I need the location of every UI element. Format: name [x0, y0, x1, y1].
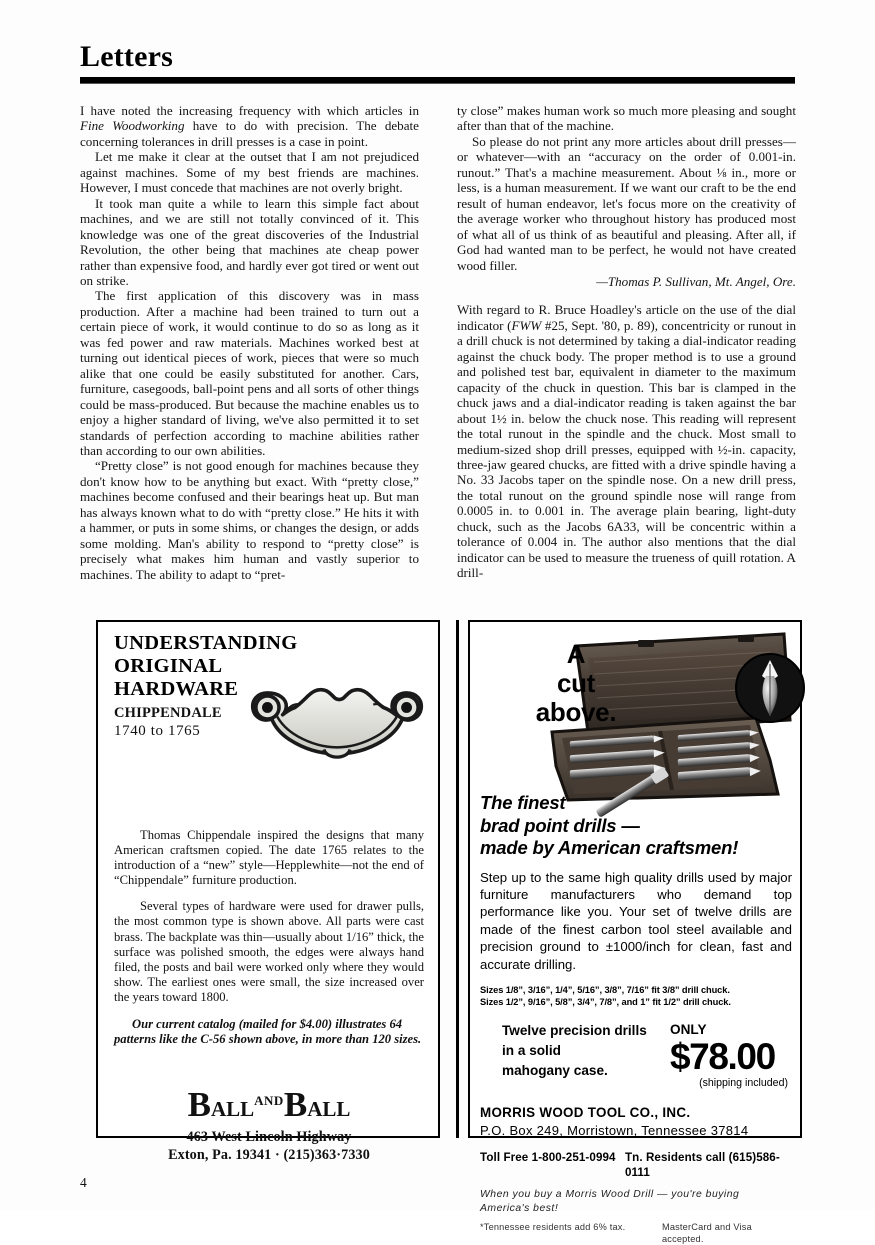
article-column-left [80, 103, 419, 582]
ad-style-years: 1740 to 1765 [114, 722, 201, 739]
ad-headline-line-1: The finest [480, 792, 566, 813]
ad-offer-line-3: mahogany case. [502, 1062, 608, 1078]
ad-headline-line-2: ORIGINAL [114, 655, 223, 677]
paragraph-text: It took man quite a while to learn this simple fact about machines, and we are still not totally convinced of it. This knowledge was one of the great discoveries of the Industrial Revolution, the other being that machines ate cheap power rather than expensive food, and hardly ever got tired or went out on strike. [80, 195, 419, 288]
ad-price-block [670, 1021, 792, 1090]
ad-phone-row [480, 1150, 792, 1180]
ad-headline [480, 792, 792, 860]
masthead-divider [80, 77, 795, 83]
ad-frame [468, 620, 802, 1244]
paragraph-text: ty close” makes human work so much more pleasing and sought after than that of the machine. [457, 103, 796, 134]
ad-local-phone[interactable]: Tn. Residents call (615)586-0111 [624, 1150, 780, 1179]
article-column-right [457, 103, 796, 582]
paragraph-spacer [457, 289, 796, 302]
ad-slogan-line-2: cut [556, 668, 596, 698]
ad-sizes-line-2: Sizes 1/2”, 9/16”, 5/8”, 3/4”, 7/8”, and 1” fit 1/2” drill chuck. [480, 997, 731, 1008]
page-number: 4 [80, 1175, 87, 1190]
ad-headline-line-3: made by American craftsmen! [480, 837, 739, 858]
ad-sizes-list [480, 984, 792, 1009]
ad-offer-line-2: in a solid [502, 1042, 561, 1058]
publication-title: Fine Woodworking [80, 118, 185, 134]
ad-price-amount: $78.00 [670, 1035, 775, 1077]
article-body [80, 103, 796, 582]
ad-address-line-2: Exton, Pa. 19341 · (215)363·7330 [168, 1146, 370, 1163]
ad-tax-note: *Tennessee residents add 6% tax. [480, 1221, 626, 1232]
ad-headline [114, 632, 304, 701]
brand-rest-1: ALL [210, 1096, 255, 1121]
letter-signature: —Thomas P. Sullivan, Mt. Angel, Ore. [596, 273, 796, 289]
ad-offer-line-1: Twelve precision drills [502, 1022, 647, 1038]
ad-body-paragraph: Several types of hardware were used for drawer pulls, the most common type is shown above. All parts were cast brass. The backplate was thin—usually about 1/16” thick, the surface was polished smooth, the edges were always hand filed, the posts and bail were worked only where they would show. The earliest ones were small, the size increased over the years toward 1800. [114, 899, 424, 1004]
ad-payment-note: MasterCard and Visa accepted. [661, 1221, 752, 1244]
page-title: Letters [80, 40, 174, 73]
paragraph [457, 302, 796, 580]
ad-headline-line-2: brad point drills — [480, 814, 640, 836]
ad-headline-line-3: HARDWARE [114, 678, 239, 700]
ad-logo [114, 1082, 424, 1164]
ad-fine-print [480, 1221, 792, 1245]
ad-shipping-note: (shipping included) [699, 1076, 788, 1089]
paragraph [80, 458, 419, 582]
ad-company-name: MORRIS WOOD TOOL CO., INC. [480, 1104, 691, 1120]
ad-slogan [516, 640, 636, 727]
paragraph-text: I have noted the increasing frequency with which articles in Fine Woodworking have to do with precision. The debate concerning tolerances in drill presses is a case in point. [80, 103, 419, 149]
publication-title: FWW [511, 317, 542, 333]
ad-subheadline [114, 705, 304, 740]
ad-body-paragraph: Thomas Chippendale inspired the designs that many American craftsmen copied. The date 1765 relates to the introduction of a “new” style—Hepplewhite—not the end of “Chippendale” furniture production. [114, 828, 424, 888]
paragraph [80, 288, 419, 458]
ad-company-address: P.O. Box 249, Morristown, Tennessee 37814 [480, 1122, 749, 1138]
paragraph [457, 103, 796, 134]
ad-headline-line-1: UNDERSTANDING [114, 632, 298, 654]
ad-slogan-line-1: A [566, 639, 586, 669]
brand-rest-2: ALL [307, 1096, 351, 1121]
paragraph-text: With regard to R. Bruce Hoadley's article on the use of the dial indicator (FWW #25, Sept. '80, p. 89), concentricity or runout in a drill chuck is not determined by taking a dial-indicator reading against the chuck body. The proper method is to use a ground and polished test bar, equivalent in diameter to the maximum capacity of the chuck in question. This bar is clamped in the chuck jaws and a dial-indicator reading is taken against the bar about 1½ in. below the chuck nose. This reading will represent the total runout in the spindle and the chuck. Most small to medium-sized shop drill presses, equipped with ½-in. capacity, three-jaw geared chucks, are fitted with a drive spindle having a No. 33 Jacobs taper on the spindle nose. On a new drill press, the total runout on the ground spindle nose will range from 0.0005 in. to 0.001 in. The average plain bearing, light-duty chuck, such as the Jacobs 6A33, will be concentric within a tolerance of 0.004 in. The author also mentions that the dial indicator can be used to measure the trueness of quill rotation. A drill- [457, 302, 797, 581]
paragraph-text: Let me make it clear at the outset that I am not prejudiced against machines. Some of my best friends are machines. However, I must concede that machines are not overly bright. [80, 149, 419, 196]
ad-toll-free-phone[interactable]: Toll Free 1-800-251-0994 [480, 1150, 616, 1164]
paragraph-text: The first application of this discovery was in mass production. After a machine had been trained to turn out a certain piece of work, it would continue to do so as long as it was fed power and raw materials. Machines worked best at turning out identical pieces of work, pieces that were so much alike that one could be easily substituted for another. Cars, furniture, casegoods, ball-point pens and all sorts of other things could be mass-produced. But because the machine enables us to enjoy a higher standard of living, we've also permitted it to set standards of perfection according to machine abilities rather than according to our own abilities. [80, 288, 419, 458]
ad-sizes-line-1: Sizes 1/8”, 3/16”, 1/4”, 5/16”, 3/8”, 7/16” fit 3/8” drill chuck. [480, 984, 730, 995]
ad-ball-and-ball[interactable] [96, 620, 440, 1163]
ad-offer-block [480, 1021, 792, 1090]
paragraph [80, 149, 419, 195]
advertisement-row [96, 620, 802, 1244]
paragraph-text: “Pretty close” is not good enough for machines because they don't know how to be anything but exact. With “pretty close,” machines become confused and their bearings heat up. But man has always known what to do with “pretty close.” He hits it with a hammer, or puts in some shims, or changes the design, or adds some molding. Man's ability to respond to “pretty close” is precisely what makes him human and vastly superior to machines. The ability to adapt to “pret- [80, 458, 419, 582]
ad-body-copy: Step up to the same high quality drills used by major furniture manufacturers who demand top performance like you. Your set of twelve drills are made of the finest carbon tool steel available and precision ground to ±1000/inch for clean, fast and accurate drilling. [480, 869, 792, 972]
ad-price-label: ONLY [670, 1021, 707, 1037]
ad-hero [480, 628, 792, 796]
paragraph-text: So please do not print any more articles about drill presses—or whatever—with an “accuracy on the order of 0.001-in. runout.” That's a machine measurement. About ⅛ in., more or less, is a human measurement. If we want our craft to be the end result of human endeavor, let's focus more on the creativity of the average worker who throughout history has produced most of what all of us think of as beautiful and pleasing. After all, if God had wanted man to be perfect, he would not have created wood filler. [457, 133, 796, 273]
ad-catalog-note: Our current catalog (mailed for $4.00) illustrates 64 patterns like the C-56 shown above, in more than 120 sizes. [114, 1017, 422, 1047]
paragraph [80, 103, 419, 149]
page-masthead [80, 42, 795, 83]
ad-tagline: When you buy a Morris Wood Drill — you're buying America's best! [480, 1188, 740, 1214]
brand-initial-1: B [187, 1084, 211, 1124]
paragraph [457, 134, 796, 273]
ad-slogan-line-3: above. [535, 697, 617, 727]
ad-address-line-1: 463 West Lincoln Highway [186, 1128, 352, 1145]
ad-style-name: CHIPPENDALE [114, 705, 222, 721]
ad-body-copy [114, 828, 424, 1048]
ad-offer-description [480, 1021, 670, 1081]
brand-initial-2: B [283, 1084, 308, 1124]
brand-conjunction: AND [254, 1092, 284, 1108]
ad-brand-name [114, 1082, 424, 1128]
paragraph [80, 196, 419, 289]
ad-morris-wood-tool[interactable] [456, 620, 802, 1244]
